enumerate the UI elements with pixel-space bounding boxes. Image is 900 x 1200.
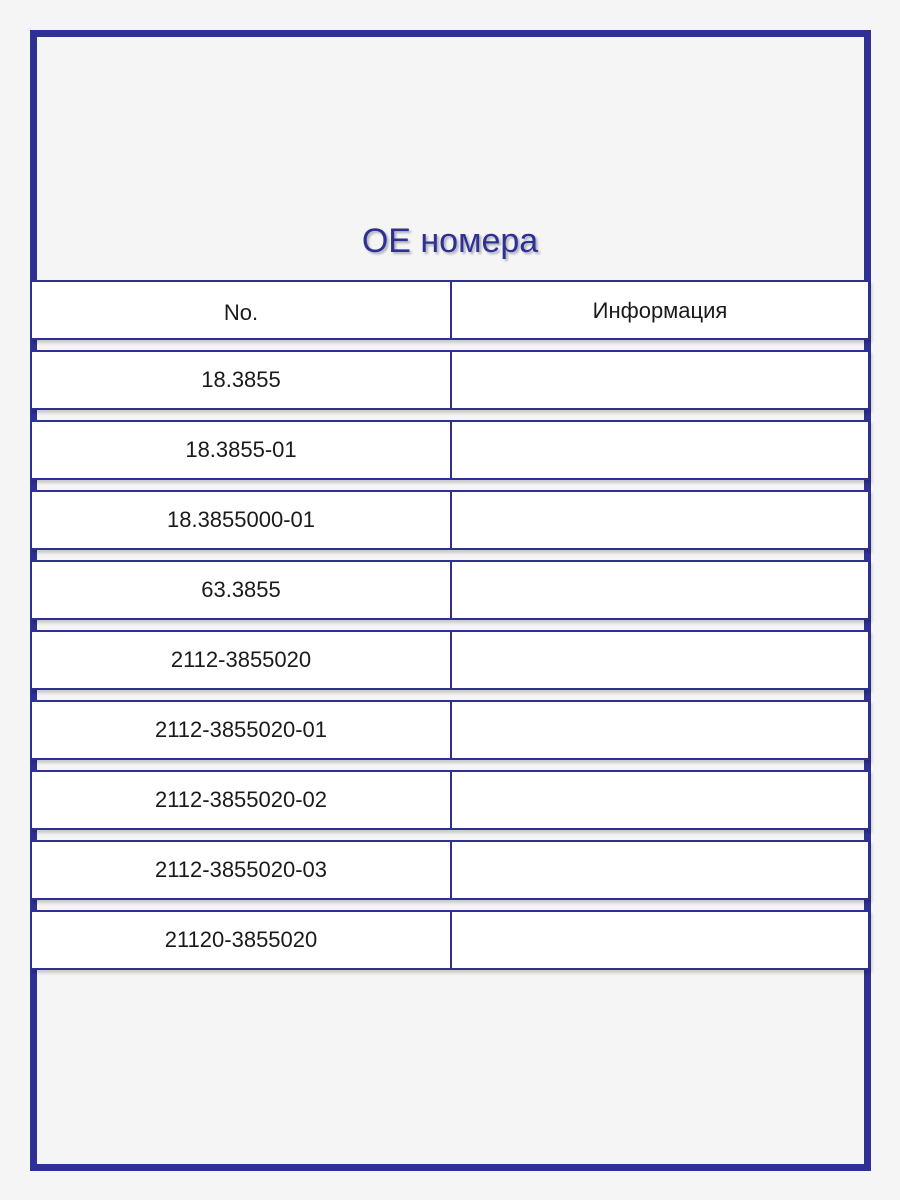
header-number: No. xyxy=(32,282,452,338)
page-title: OE номера xyxy=(361,222,539,260)
cell-number: 2112-3855020-03 xyxy=(32,842,452,898)
cell-info xyxy=(452,772,868,828)
table-row xyxy=(30,910,870,970)
cell-number: 2112-3855020-02 xyxy=(32,772,452,828)
cell-number: 21120-3855020 xyxy=(32,912,452,968)
cell-number: 18.3855-01 xyxy=(32,422,452,478)
table-row xyxy=(30,350,870,410)
cell-number: 18.3855 xyxy=(32,352,452,408)
table-row xyxy=(30,490,870,550)
table-row xyxy=(30,840,870,900)
table-row xyxy=(30,420,870,480)
table-row xyxy=(30,630,870,690)
cell-number: 2112-3855020-01 xyxy=(32,702,452,758)
table-row xyxy=(30,770,870,830)
cell-info xyxy=(452,632,868,688)
cell-info xyxy=(452,912,868,968)
cell-number: 63.3855 xyxy=(32,562,452,618)
cell-number: 18.3855000-01 xyxy=(32,492,452,548)
cell-info xyxy=(452,352,868,408)
table-row xyxy=(30,700,870,760)
header-info: Информация xyxy=(592,298,728,323)
table-row xyxy=(30,560,870,620)
cell-info xyxy=(452,422,868,478)
cell-info xyxy=(452,842,868,898)
cell-info xyxy=(452,702,868,758)
cell-number: 2112-3855020 xyxy=(32,632,452,688)
table-header-row xyxy=(30,280,870,340)
cell-info xyxy=(452,492,868,548)
cell-info xyxy=(452,562,868,618)
